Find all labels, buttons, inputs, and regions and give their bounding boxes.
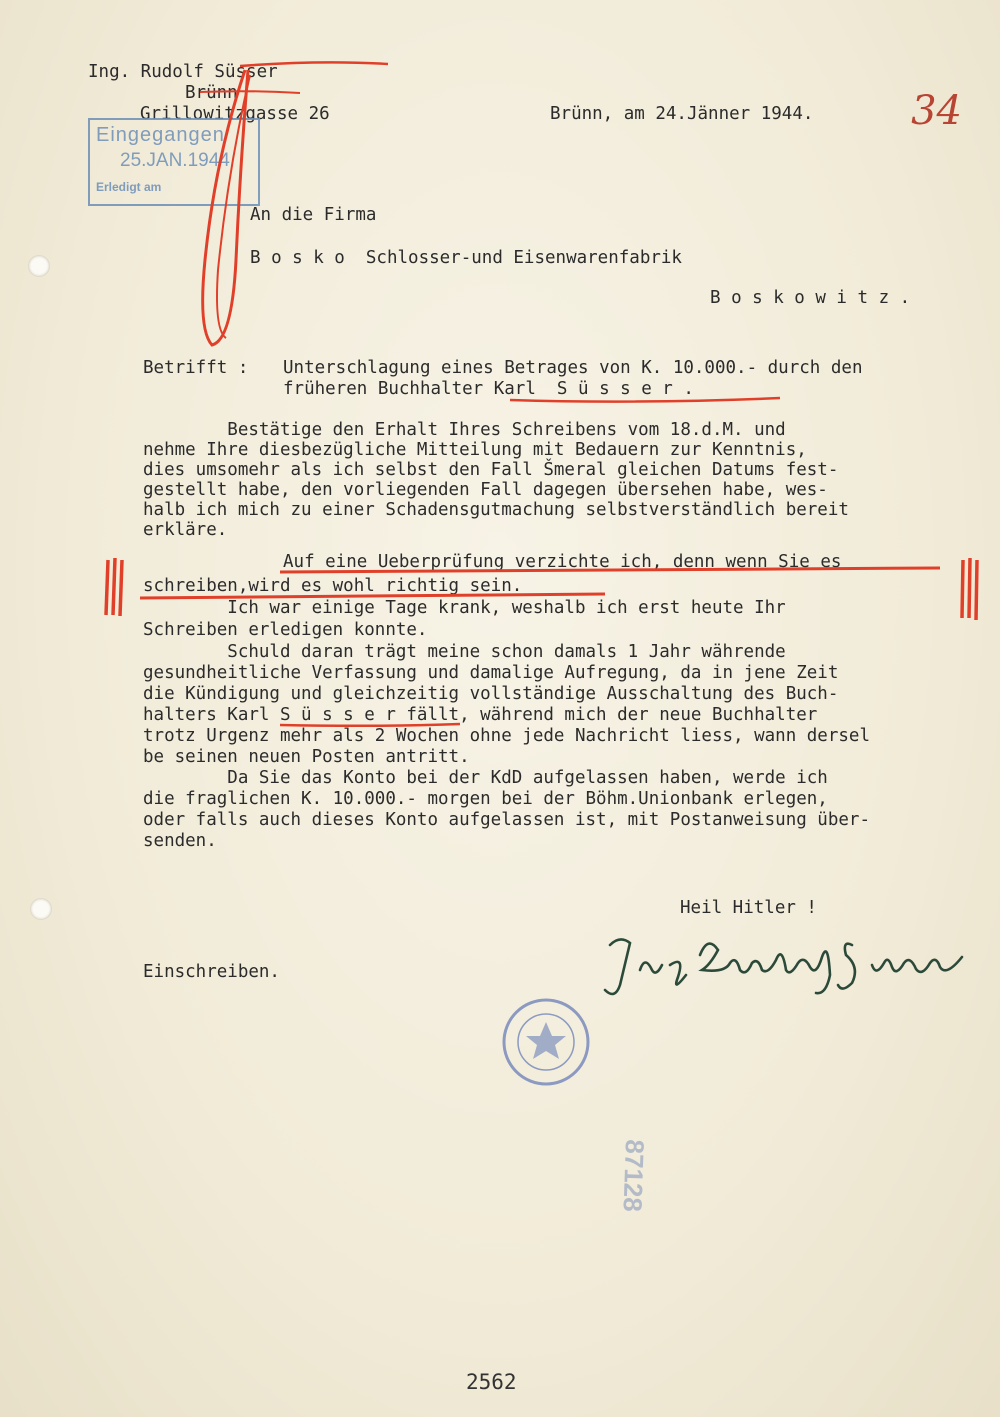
- body-line: nehme Ihre diesbezügliche Mitteilung mit Bedauern zur Kenntnis,: [143, 440, 807, 460]
- stamp-date: 25.JAN.1944: [120, 150, 230, 171]
- sender-name: Ing. Rudolf Süsser: [88, 62, 278, 82]
- body-line-highlighted: Auf eine Ueberprüfung verzichte ich, denn wenn Sie es: [283, 552, 842, 572]
- archive-stamp-number: 87128: [617, 1138, 650, 1213]
- body-line: trotz Urgenz mehr als 2 Wochen ohne jede Nachricht liess, wann dersel: [143, 726, 870, 746]
- footer-number: 2562: [466, 1370, 517, 1394]
- punch-hole-top: [28, 255, 50, 277]
- sender-street: Grillowitzgasse 26: [140, 104, 330, 124]
- enclosure-note: Einschreiben.: [143, 962, 280, 982]
- body-line: Schuld daran trägt meine schon damals 1 Jahr währende: [143, 642, 786, 662]
- body-line: senden.: [143, 831, 217, 851]
- date-line: Brünn, am 24.Jänner 1944.: [550, 104, 814, 124]
- subject-line-2: früheren Buchhalter Karl S ü s s e r .: [283, 379, 694, 399]
- body-line: Schreiben erledigen konnte.: [143, 620, 428, 640]
- recipient-line-2: B o s k o Schlosser-und Eisenwarenfabrik: [250, 248, 682, 268]
- archive-round-seal: [500, 996, 592, 1088]
- body-line: gesundheitliche Verfassung und damalige Aufregung, da in jene Zeit: [143, 663, 839, 683]
- body-line: Da Sie das Konto bei der KdD aufgelassen haben, werde ich: [143, 768, 828, 788]
- body-line: die Kündigung und gleichzeitig vollständige Ausschaltung des Buch-: [143, 684, 839, 704]
- recipient-line-1: An die Firma: [250, 205, 377, 225]
- sender-city: Brünn: [185, 83, 238, 103]
- body-line: halters Karl S ü s s e r fällt, während mich der neue Buchhalter: [143, 705, 818, 725]
- body-line-highlighted: schreiben,wird es wohl richtig sein.: [143, 576, 523, 596]
- received-stamp: [88, 118, 260, 206]
- body-line: Ich war einige Tage krank, weshalb ich erst heute Ihr: [143, 598, 786, 618]
- stamp-line-3: Erledigt am: [96, 180, 162, 194]
- body-line: be seinen neuen Posten antritt.: [143, 747, 470, 767]
- archive-page-number: 34: [911, 88, 962, 134]
- subject-line-1: Unterschlagung eines Betrages von K. 10.000.- durch den: [283, 358, 863, 378]
- body-line: Bestätige den Erhalt Ihres Schreibens vom 18.d.M. und: [143, 420, 786, 440]
- closing: Heil Hitler !: [680, 898, 817, 918]
- punch-hole-bottom: [30, 898, 52, 920]
- recipient-line-3: B o s k o w i t z .: [710, 288, 911, 308]
- subject-label: Betrifft :: [143, 358, 249, 378]
- body-line: dies umsomehr als ich selbst den Fall Šmeral gleichen Datums fest-: [143, 460, 839, 480]
- body-line: halb ich mich zu einer Schadensgutmachung selbstverständlich bereit: [143, 500, 849, 520]
- body-line: oder falls auch dieses Konto aufgelassen ist, mit Postanweisung über-: [143, 810, 870, 830]
- body-line: erkläre.: [143, 520, 228, 540]
- body-line: die fraglichen K. 10.000.- morgen bei der Böhm.Unionbank erlegen,: [143, 789, 828, 809]
- body-line: gestellt habe, den vorliegenden Fall dagegen übersehen habe, wes-: [143, 480, 828, 500]
- stamp-line-1: Eingegangen: [96, 124, 225, 146]
- handwritten-signature: [590, 915, 970, 1005]
